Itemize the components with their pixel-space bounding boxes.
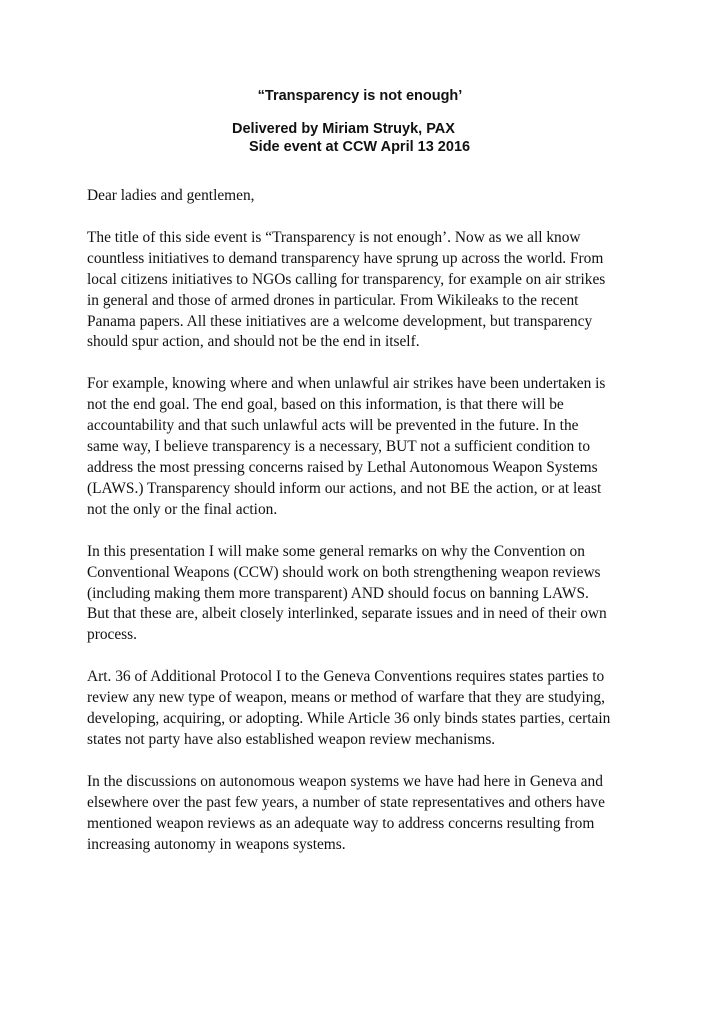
- text-line: mentioned weapon reviews as an adequate way to address concerns resulting from: [87, 814, 595, 832]
- text-line: For example, knowing where and when unlawful air strikes have been undertaken is: [87, 375, 606, 393]
- text-line: Conventional Weapons (CCW) should work on both strengthening weapon reviews: [87, 563, 601, 581]
- paragraph-art36: [87, 667, 647, 751]
- byline: [232, 120, 470, 156]
- byline-speaker: Delivered by Miriam Struyk, PAX: [232, 121, 455, 137]
- text-line: process.: [87, 626, 138, 644]
- text-line: In this presentation I will make some general remarks on why the Convention on: [87, 542, 585, 560]
- text-line: (LAWS.) Transparency should inform our actions, and not BE the action, or at least: [87, 479, 602, 497]
- text-line: increasing autonomy in weapons systems.: [87, 835, 346, 853]
- paragraph-intro: [87, 228, 647, 353]
- paragraph-discussions: [87, 772, 647, 856]
- document-title: “Transparency is not enough’: [257, 88, 463, 104]
- byline-event: Side event at CCW April 13 2016: [249, 139, 471, 155]
- text-line: The title of this side event is “Transparency is not enough’. Now as we all know: [87, 228, 581, 246]
- text-line: But that these are, albeit closely interlinked, separate issues and in need of their own: [87, 605, 607, 623]
- text-line: not the only or the final action.: [87, 500, 278, 518]
- text-line: Dear ladies and gentlemen,: [87, 187, 255, 204]
- text-line: same way, I believe transparency is a necessary, BUT not a sufficient condition to: [87, 438, 591, 456]
- salutation: [87, 186, 647, 207]
- text-line: in general and those of armed drones in particular. From Wikileaks to the recent: [87, 291, 579, 309]
- text-line: not the end goal. The end goal, based on this information, is that there will be: [87, 396, 564, 414]
- text-line: should spur action, and should not be the end in itself.: [87, 333, 420, 351]
- text-line: review any new type of weapon, means or method of warfare that they are studying,: [87, 689, 605, 707]
- paragraph-example: [87, 374, 647, 520]
- text-line: In the discussions on autonomous weapon systems we have had here in Geneva and: [87, 772, 603, 790]
- text-line: (including making them more transparent) AND should focus on banning LAWS.: [87, 584, 589, 602]
- text-line: developing, acquiring, or adopting. While Article 36 only binds states parties, certain: [87, 710, 611, 728]
- paragraph-presentation: [87, 542, 647, 647]
- text-line: accountability and that such unlawful acts will be prevented in the future. In the: [87, 417, 579, 435]
- text-line: Panama papers. All these initiatives are a welcome development, but transparency: [87, 312, 593, 330]
- text-line: address the most pressing concerns raised by Lethal Autonomous Weapon Systems: [87, 458, 598, 476]
- document-body: [87, 186, 647, 876]
- text-line: local citizens initiatives to NGOs calling for transparency, for example on air strikes: [87, 270, 606, 288]
- text-line: Art. 36 of Additional Protocol I to the Geneva Conventions requires states parties to: [87, 668, 605, 686]
- text-line: countless initiatives to demand transparency have sprung up across the world. From: [87, 249, 604, 267]
- text-line: elsewhere over the past few years, a number of state representatives and others have: [87, 793, 605, 811]
- text-line: states not party have also established weapon review mechanisms.: [87, 730, 496, 748]
